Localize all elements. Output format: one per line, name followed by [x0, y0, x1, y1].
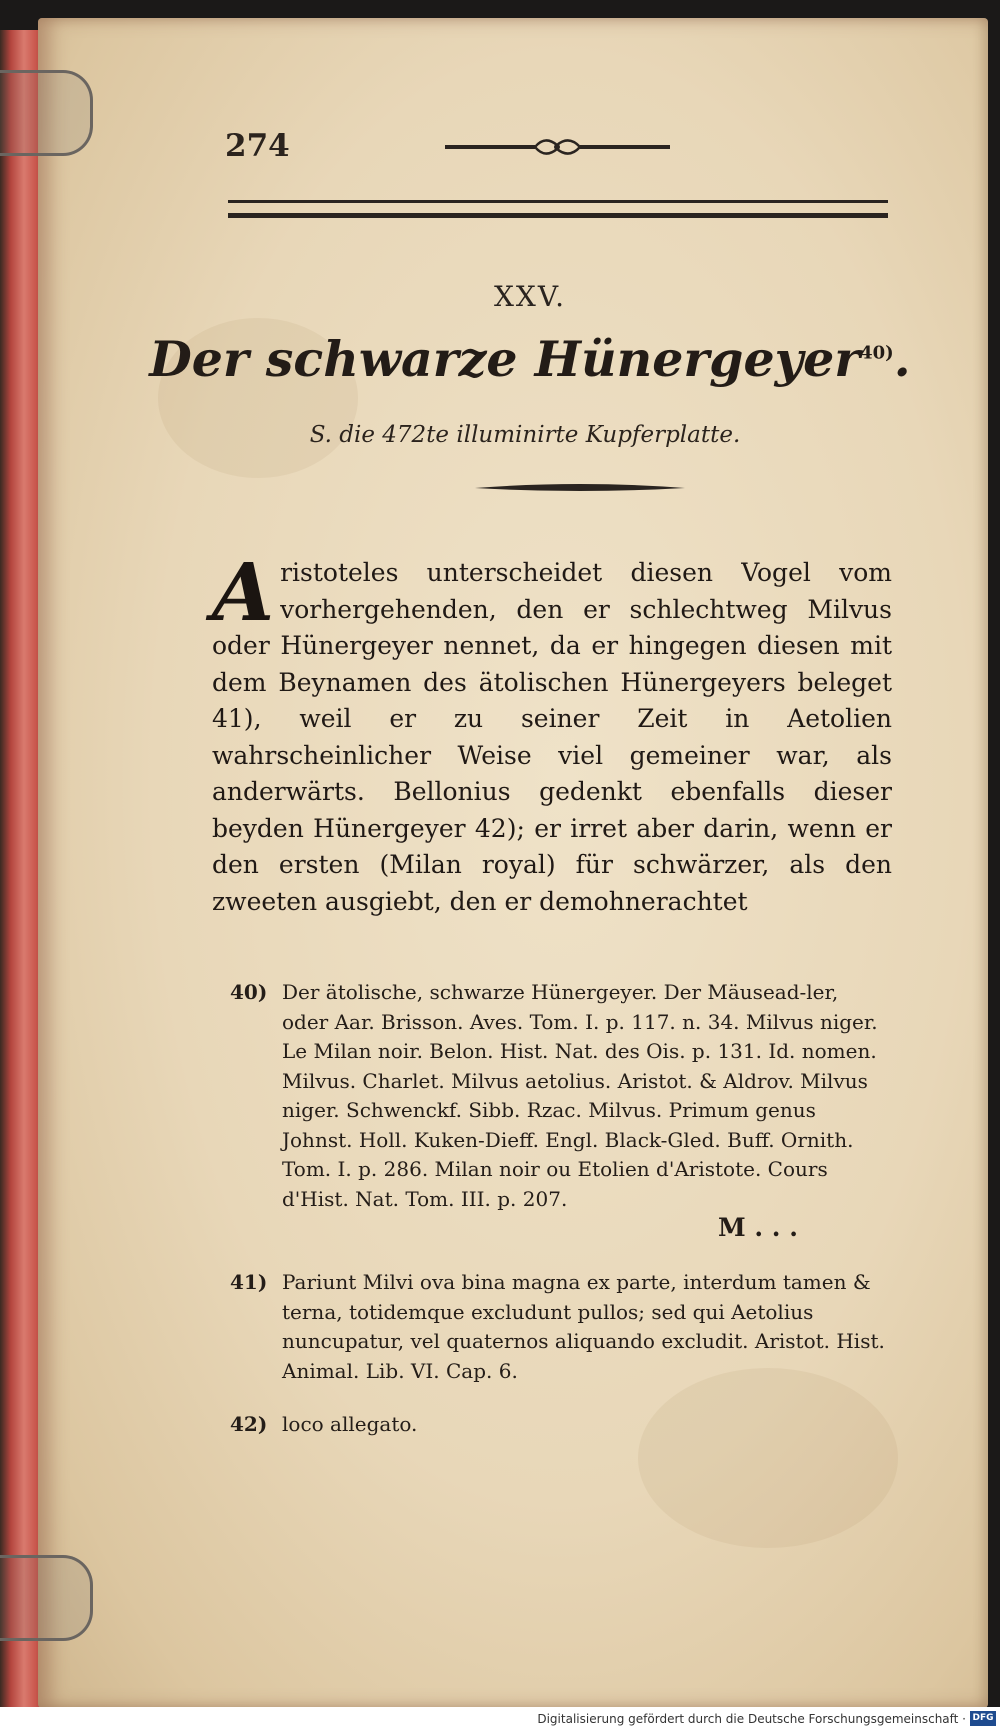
- binding-clip: [0, 1555, 93, 1641]
- footnote-mark: 42): [230, 1412, 268, 1436]
- binding-clip: [0, 70, 93, 156]
- drop-cap: A: [212, 545, 275, 639]
- paper-stain: [638, 1368, 898, 1548]
- footnote: [230, 978, 890, 1214]
- chapter-title-text: Der schwarze Hünergeyer: [149, 330, 861, 388]
- ornament-icon: [445, 135, 670, 159]
- chapter-title: Der schwarze Hünergeyer$^{40)}$.: [149, 330, 911, 388]
- footnote: [230, 1268, 890, 1386]
- footnote-mark: 40): [230, 980, 268, 1004]
- footnote-text: Pariunt Milvi ova bina magna ex parte, interdum tamen & terna, totidemque excludunt pullos; sed qui Aetolius nuncupatur, vel quaternos aliquando excludit. Aristot. Hist. Animal. Lib. VI. Cap. 6.: [282, 1270, 885, 1383]
- footnote-text: Der ätolische, schwarze Hünergeyer. Der Mäusead-ler, oder Aar. Brisson. Aves. Tom. I. p. 117. n. 34. Milvus niger. Le Milan noir. Belon. Hist. Nat. des Ois. p. 131. Id. nomen. Milvus. Charlet. Milvus aetolius. Aristot. & Aldrov. Milvus niger. Schwenckf. Sibb. Rzac. Milvus. Primum genus Johnst. Holl. Kuken-Dieff. Engl. Black-Gled. Buff. Ornith. Tom. I. p. 286. Milan noir ou Etolien d'Aristote. Cours d'Hist. Nat. Tom. III. p. 207.: [282, 980, 878, 1211]
- plate-reference: S. die 472te illuminirte Kupferplatte.: [309, 422, 741, 448]
- divider-ornament-icon: [475, 482, 685, 494]
- footnote-text: loco allegato.: [282, 1412, 418, 1436]
- header-rule: [228, 200, 888, 218]
- footnote-mark: 41): [230, 1270, 268, 1294]
- dfg-logo: DFG: [970, 1711, 996, 1726]
- footnote: [230, 1410, 890, 1440]
- footer-bar: [0, 1707, 1000, 1729]
- signature-mark: M . . .: [718, 1213, 798, 1242]
- page-number: 274: [225, 128, 290, 164]
- title-note-ref: 40): [860, 342, 894, 364]
- main-text: [212, 545, 892, 920]
- chapter-number: XXV.: [493, 280, 567, 313]
- main-text-body: ristoteles unterscheidet diesen Vogel vom vorhergehenden, den er schlechtweg Milvus oder Hünergeyer nennet, da er hingegen diesen mit dem Beynamen des ätolischen Hünergeyers beleget 41), weil er zu seiner Zeit in Aetolien wahrscheinlicher Weise viel gemeiner war, als anderwärts. Bellonius gedenkt ebenfalls dieser beyden Hünergeyer 42); er irret aber darin, wenn er den ersten (Milan royal) für schwärzer, als den zweeten ausgiebt, den er demohnerachtet: [212, 558, 892, 916]
- digitization-credit: Digitalisierung gefördert durch die Deutsche Forschungsgemeinschaft ·: [537, 1712, 966, 1726]
